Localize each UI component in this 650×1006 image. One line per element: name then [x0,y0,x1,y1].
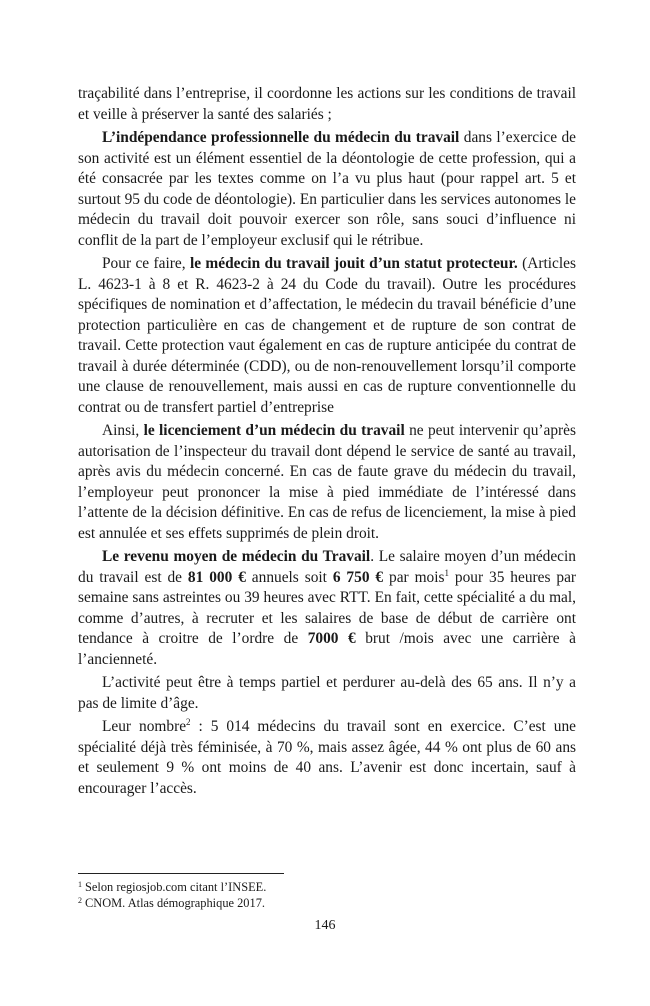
p3-pre: Pour ce faire, [102,255,190,272]
paragraph-6 [78,673,576,714]
paragraph-5 [78,547,576,670]
p3-rest: (Articles L. 4623-1 à 8 et R. 4623-2 à 24 du Code du travail). Outre les procédures spécifiques de nomination et d’affectation, le médecin du travail bénéficie d’une protection particulière en cas de changement et de rupture de son contrat de travail. Cette protection vaut également en cas de rupture anticipée du contrat de travail à durée déterminée (CDD), ou de non-renouvellement lorsqu’il comporte une clause de renouvellement, mais aussi en cas de rupture conventionnelle du contrat ou de transfert partiel d’entreprise [78,255,576,416]
paragraph-3 [78,254,576,418]
paragraph-1 [78,84,576,125]
paragraph-7 [78,717,576,799]
main-text [78,84,576,802]
page-number: 146 [314,918,336,933]
footnote-1-number: 1 [78,880,82,889]
footnote-1 [78,879,576,895]
footnote-1-text: Selon regiosjob.com citant l’INSEE. [85,880,267,894]
paragraph-4 [78,421,576,544]
paragraph-2 [78,128,576,251]
footnote-2 [78,895,576,911]
footnotes [78,879,576,911]
p4-rest: ne peut intervenir qu’après autorisation de l’inspecteur du travail dont dépend le service de santé au travail, après avis du médecin concerné. En cas de faute grave du médecin du travail, l’employeur peut prononcer la mise à pied immédiate de l’intéressé dans l’attente de la décision définitive. En cas de refus de licenciement, la mise à pied est annulée et ses effets supprimés de plein droit. [78,422,577,542]
p4-bold: le licenciement d’un médecin du travail [143,422,405,439]
p5-t5: brut /mois avec une carrière à l’ancienneté. [78,630,576,668]
p1-text: traçabilité dans l’entreprise, il coordonne les actions sur les conditions de travail et veille à préserver la santé des salariés ; [78,85,576,123]
p6-text: L’activité peut être à temps partiel et perdurer au-delà des 65 ans. Il n’y a pas de limite d’âge. [78,674,576,712]
p5-t2: annuels soit [245,568,333,586]
p5-t4: pour 35 heures par semaine sans astreintes ou 39 heures avec RTT. En fait, cette spécialité a du mal, comme d’autres, à recruter et les salaires de base de début de carrière ont tendance à croitre de l’ordre de [78,568,577,647]
p5-t1: . Le salaire moyen d’un médecin du travail est de [78,548,576,586]
p4-pre: Ainsi, [102,422,144,439]
footnote-ref-2: 2 [186,717,191,727]
footnote-2-number: 2 [78,896,82,905]
footnote-ref-1: 1 [444,567,450,578]
p2-bold: L’indépendance professionnelle du médecin du travail [102,129,460,146]
p5-b2: 81 000 € [187,568,246,586]
p5-b3: 6 750 € [332,568,384,586]
p5-t3: par mois [383,568,445,586]
p2-rest: dans l’exercice de son activité est un élément essentiel de la déontologie de cette profession, qui a été consacrée par les textes comme on l’a vu plus haut (pour rappel art. 5 et surtout 95 du code de déontologie). En particulier dans les services autonomes le médecin du travail doit pouvoir exercer son rôle, sans souci d’influence ni conflit de la part de l’employeur exclusif qui le rétribue. [78,129,577,249]
footnote-divider [78,873,284,874]
p7-rest: : 5 014 médecins du travail sont en exercice. C’est une spécialité déjà très féminisée, à 70 %, mais assez âgée, 44 % ont plus de 60 ans et seulement 9 % ont moins de 40 ans. L’avenir est donc incertain, sauf à encourager l’accès. [78,718,576,797]
p5-bold: Le revenu moyen de médecin du Travail [102,548,371,565]
p3-bold: le médecin du travail jouit d’un statut protecteur. [189,255,518,272]
p7-pre: Leur nombre [102,718,187,735]
footnote-2-text: CNOM. Atlas démographique 2017. [85,896,265,910]
p5-b4: 7000 € [307,630,356,647]
